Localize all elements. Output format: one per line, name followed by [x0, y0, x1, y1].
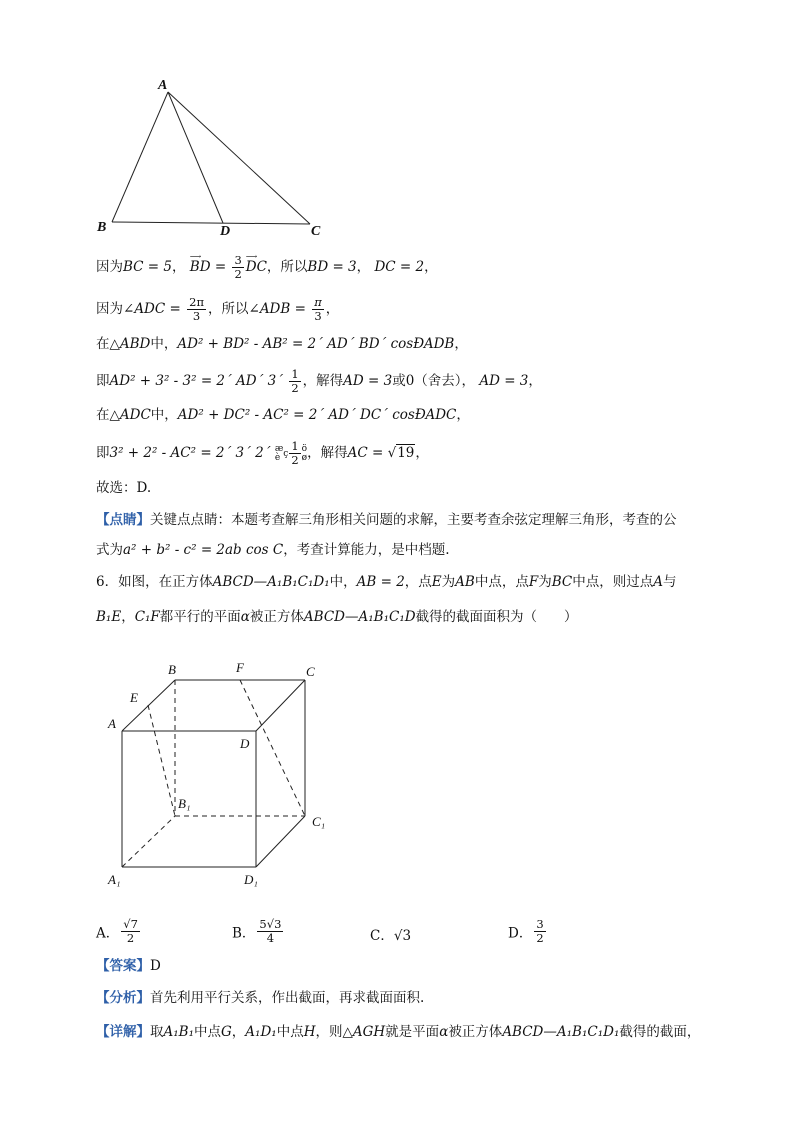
solution-line-3: 在△ABD中，AD² + BD² - AB² = 2´ AD´ BD´ cosÐADB，	[96, 336, 468, 352]
option-b[interactable]: B． $\frac{5√3}{4}$	[232, 917, 282, 945]
triangle-label-d: D	[220, 224, 231, 239]
analysis-line: 【分析】首先利用平行关系，作出截面，再求截面面积.	[96, 990, 425, 1006]
cube-label-a: A	[108, 716, 116, 731]
triangle-label-a: A	[158, 78, 168, 93]
triangle-figure	[0, 0, 794, 250]
cube-label-e: E	[130, 690, 138, 705]
cube-label-c1: C₁	[312, 814, 326, 829]
triangle-label-c: C	[311, 224, 321, 239]
cube-label-d: D	[240, 736, 250, 751]
cube-label-b1: B₁	[178, 796, 191, 811]
cube-label-a1: A₁	[108, 872, 121, 887]
answer-line: 【答案】D	[96, 958, 161, 974]
solution-line-9: 式为a² + b² - c² = 2ab cos C，考查计算能力，是中档题.	[96, 542, 450, 558]
option-a[interactable]: A． $\frac{√7}{2}$	[96, 917, 138, 945]
cube-label-f: F	[236, 660, 244, 675]
cube-label-b: B	[168, 662, 176, 677]
detail-line: 【详解】取A₁B₁中点G，A₁D₁中点H，则△AGH就是平面α被正方体ABCD—A₁B₁C₁D₁截得的截面，	[96, 1024, 701, 1040]
solution-line-8: 【点睛】关键点点睛：本题考查解三角形相关问题的求解，主要考查余弦定理解三角形，考查的公	[96, 512, 677, 528]
question-6-line-2: B₁E，C₁F都平行的平面α被正方体ABCD—A₁B₁C₁D截得的截面面积为（ ）	[96, 609, 578, 625]
cube-label-c: C	[306, 664, 315, 679]
cube-figure	[0, 650, 794, 900]
option-c[interactable]: C．√3	[370, 928, 412, 944]
triangle-label-b: B	[97, 220, 107, 235]
option-d[interactable]: D． $\frac{3}{2}$	[508, 917, 544, 945]
solution-line-5: 在△ADC中，AD² + DC² - AC² = 2´ AD´ DC´ cosÐADC，	[96, 407, 470, 423]
solution-line-1: 因为BC = 5， ⟶ BD = $\frac{3}{2}$ ⟶ DC，所以BD = 3， DC = 2，	[96, 252, 438, 281]
solution-line-6: 即3² + 2² - AC² = 2´ 3´ 2´ æ è ç $\frac{1}{2}$ ö ø，解得AC = √19，	[96, 439, 429, 467]
solution-line-2: 因为∠ADC = $\frac{2\pi}{3}$ ，所以∠ADB = $\frac{\pi}{3}$ ，	[96, 295, 340, 323]
cube-label-d1: D₁	[244, 872, 258, 887]
question-6-line-1: 6．如图，在正方体ABCD—A₁B₁C₁D₁中，AB = 2，点E为AB中点，点F为BC中点，则过点A与	[96, 574, 677, 590]
solution-line-4: 即AD² + 3² - 3² = 2´ AD´ 3´ $\frac{1}{2}$ ，解得AD = 3或0（舍去）， AD = 3，	[96, 367, 542, 395]
solution-line-7: 故选：D.	[96, 480, 152, 496]
